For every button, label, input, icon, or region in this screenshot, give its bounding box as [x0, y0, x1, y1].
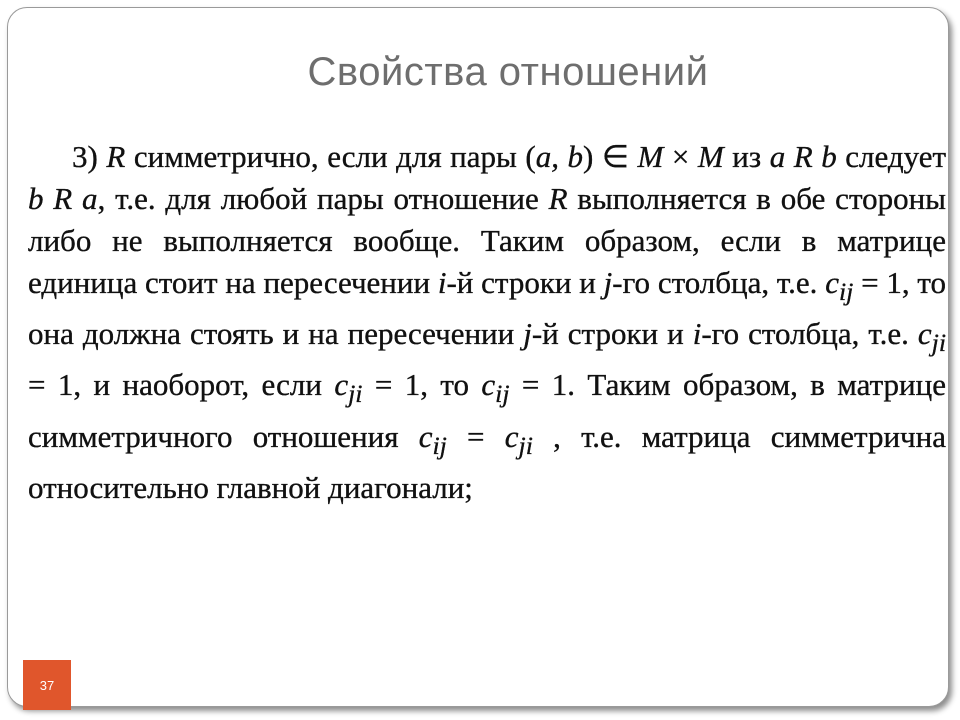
body-text: -го столбца, т.е.	[612, 265, 826, 300]
body-text: = 1. Таким образом, в матрице симметричного отношения	[28, 367, 946, 454]
body-text: -го столбца, т.е.	[701, 316, 918, 352]
formula-symbol: j	[523, 316, 532, 352]
slide-frame	[7, 7, 949, 707]
formula-symbol: c	[504, 418, 519, 454]
body-text: 3)	[72, 139, 107, 174]
body-text: ×	[663, 139, 698, 174]
slide-title: Свойства отношений	[307, 50, 709, 94]
scanned-text-block	[28, 136, 946, 509]
page-number-badge: 37	[23, 660, 71, 710]
formula-subscript: ij	[838, 277, 854, 307]
formula-symbol: a, b	[535, 139, 584, 174]
formula-symbol: R	[548, 181, 568, 216]
formula-symbol: c	[825, 265, 839, 300]
body-text: = 1, и наоборот, если	[28, 367, 335, 403]
body-text: = 1, то	[362, 367, 482, 403]
formula-subscript: ji	[931, 328, 946, 358]
formula-symbol: i	[692, 316, 702, 352]
body-text: , т.е. для любой пары отношение	[97, 181, 549, 216]
formula-subscript: ji	[518, 430, 533, 460]
formula-symbol: M	[637, 139, 664, 174]
formula-symbol: c	[481, 367, 496, 403]
body-text: =	[446, 418, 505, 454]
body-text: следует	[836, 139, 947, 174]
formula-symbol: c	[334, 367, 349, 403]
formula-symbol: c	[418, 418, 433, 454]
body-text: ) ∈	[583, 139, 638, 174]
formula-symbol: j	[603, 265, 613, 300]
formula-symbol: i	[437, 265, 447, 300]
formula-symbol: R	[106, 139, 126, 174]
formula-symbol: b R a	[28, 181, 98, 216]
body-text: , т.е. матрица симметрична относительно главной диагонали;	[28, 418, 947, 505]
formula-subscript: ji	[348, 379, 363, 409]
formula-symbol: c	[917, 316, 932, 352]
body-text: из	[723, 139, 770, 174]
formula-subscript: ij	[432, 430, 447, 460]
body-text: -й строки и	[446, 265, 604, 300]
body-text: симметрично, если для пары (	[125, 139, 536, 174]
body-text: -й строки и	[531, 316, 693, 352]
body-text: = 1, то она должна стоять и на пересечении	[28, 265, 947, 352]
body-text: выполняется в обе стороны либо не выполняется вообще. Таким образом, если в матрице единица стоит на пересечении	[28, 181, 946, 300]
formula-symbol: M	[697, 139, 724, 174]
formula-subscript: ij	[495, 379, 510, 409]
formula-symbol: a R b	[769, 139, 837, 174]
